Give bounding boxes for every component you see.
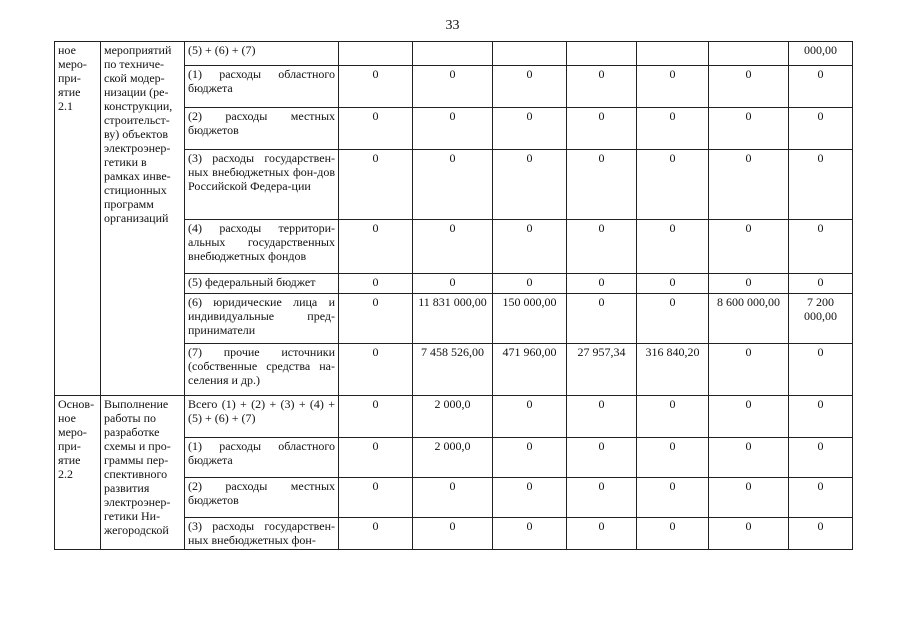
value-cell: 0 — [789, 438, 853, 478]
value-cell: 0 — [339, 396, 413, 438]
value-cell: 0 — [789, 66, 853, 108]
value-cell: 0 — [637, 220, 709, 274]
value-cell: 0 — [789, 396, 853, 438]
value-cell: 0 — [493, 478, 567, 518]
activity-cell: ное меро- при- ятие 2.1 — [55, 42, 101, 396]
value-cell — [339, 42, 413, 66]
value-cell: 0 — [637, 396, 709, 438]
value-cell: 0 — [413, 518, 493, 550]
value-cell — [567, 42, 637, 66]
funding-source-cell: (2) расходы местных бюджетов — [185, 478, 339, 518]
funding-source-cell: (3) расходы государствен-ных внебюджетных фон- — [185, 518, 339, 550]
value-cell: 0 — [339, 478, 413, 518]
value-cell: 0 — [637, 150, 709, 220]
activity-cell: Основ- ное меро- при- ятие 2.2 — [55, 396, 101, 550]
value-cell: 0 — [339, 438, 413, 478]
value-cell: 0 — [567, 396, 637, 438]
funding-source-cell: (5) федеральный бюджет — [185, 274, 339, 294]
funding-source-cell: (1) расходы областного бюджета — [185, 66, 339, 108]
value-cell: 0 — [709, 108, 789, 150]
value-cell: 0 — [637, 274, 709, 294]
description-cell: мероприятий по техниче- ской модер- низации (ре- конструкции, строительст- ву) объектов электроэнер- гетики в рамках инве- стиционных программ организаций — [101, 42, 185, 396]
value-cell: 0 — [789, 518, 853, 550]
value-cell: 8 600 000,00 — [709, 294, 789, 344]
budget-table — [54, 41, 853, 550]
value-cell: 0 — [413, 220, 493, 274]
table-row — [55, 42, 853, 66]
value-cell: 0 — [709, 478, 789, 518]
value-cell: 0 — [493, 438, 567, 478]
funding-source-cell: (5) + (6) + (7) — [185, 42, 339, 66]
value-cell: 0 — [339, 294, 413, 344]
value-cell: 0 — [637, 478, 709, 518]
value-cell: 0 — [709, 438, 789, 478]
value-cell: 0 — [637, 294, 709, 344]
value-cell: 0 — [413, 274, 493, 294]
funding-source-cell: (4) расходы территори-альных государственных внебюджетных фондов — [185, 220, 339, 274]
value-cell: 0 — [789, 108, 853, 150]
value-cell: 0 — [637, 438, 709, 478]
value-cell: 0 — [567, 518, 637, 550]
value-cell: 0 — [567, 438, 637, 478]
value-cell: 0 — [339, 220, 413, 274]
value-cell: 0 — [493, 150, 567, 220]
value-cell: 11 831 000,00 — [413, 294, 493, 344]
value-cell: 0 — [413, 478, 493, 518]
value-cell: 000,00 — [789, 42, 853, 66]
value-cell: 0 — [493, 396, 567, 438]
page-number: 33 — [445, 18, 460, 33]
value-cell: 0 — [637, 108, 709, 150]
value-cell: 7 458 526,00 — [413, 344, 493, 396]
value-cell — [413, 42, 493, 66]
description-cell: Выполнение работы по разработке схемы и про- граммы пер- спективного развития электроэнер- гетики Ни- жегородской — [101, 396, 185, 550]
value-cell — [637, 42, 709, 66]
value-cell: 0 — [339, 108, 413, 150]
value-cell: 0 — [789, 478, 853, 518]
value-cell: 2 000,0 — [413, 438, 493, 478]
value-cell: 0 — [567, 294, 637, 344]
value-cell: 0 — [339, 344, 413, 396]
value-cell: 0 — [789, 150, 853, 220]
value-cell: 0 — [637, 66, 709, 108]
value-cell: 316 840,20 — [637, 344, 709, 396]
value-cell — [493, 42, 567, 66]
funding-source-cell: (7) прочие источники (собственные средства на-селения и др.) — [185, 344, 339, 396]
value-cell: 0 — [339, 518, 413, 550]
value-cell: 0 — [789, 274, 853, 294]
value-cell: 0 — [789, 344, 853, 396]
value-cell: 0 — [709, 344, 789, 396]
value-cell: 2 000,0 — [413, 396, 493, 438]
funding-source-cell: (2) расходы местных бюджетов — [185, 108, 339, 150]
value-cell — [709, 42, 789, 66]
value-cell: 0 — [709, 396, 789, 438]
value-cell: 150 000,00 — [493, 294, 567, 344]
value-cell: 0 — [493, 518, 567, 550]
value-cell: 0 — [709, 66, 789, 108]
value-cell: 0 — [709, 518, 789, 550]
value-cell: 0 — [493, 220, 567, 274]
value-cell: 0 — [413, 150, 493, 220]
value-cell: 0 — [709, 220, 789, 274]
table-row — [55, 396, 853, 438]
value-cell: 0 — [339, 66, 413, 108]
value-cell: 0 — [567, 478, 637, 518]
value-cell: 0 — [567, 150, 637, 220]
funding-source-cell: (3) расходы государствен-ных внебюджетных фон-дов Российской Федера-ции — [185, 150, 339, 220]
funding-source-cell: Всего (1) + (2) + (3) + (4) + (5) + (6) + (7) — [185, 396, 339, 438]
value-cell: 0 — [339, 274, 413, 294]
value-cell: 7 200 000,00 — [789, 294, 853, 344]
value-cell: 0 — [709, 274, 789, 294]
value-cell: 0 — [413, 108, 493, 150]
value-cell: 0 — [709, 150, 789, 220]
funding-source-cell: (1) расходы областного бюджета — [185, 438, 339, 478]
value-cell: 0 — [567, 274, 637, 294]
value-cell: 0 — [637, 518, 709, 550]
value-cell: 0 — [339, 150, 413, 220]
value-cell: 0 — [493, 108, 567, 150]
funding-source-cell: (6) юридические лица и индивидуальные пред-приниматели — [185, 294, 339, 344]
value-cell: 0 — [789, 220, 853, 274]
value-cell: 471 960,00 — [493, 344, 567, 396]
value-cell: 0 — [567, 220, 637, 274]
value-cell: 27 957,34 — [567, 344, 637, 396]
value-cell: 0 — [493, 274, 567, 294]
value-cell: 0 — [567, 66, 637, 108]
value-cell: 0 — [413, 66, 493, 108]
value-cell: 0 — [493, 66, 567, 108]
value-cell: 0 — [567, 108, 637, 150]
